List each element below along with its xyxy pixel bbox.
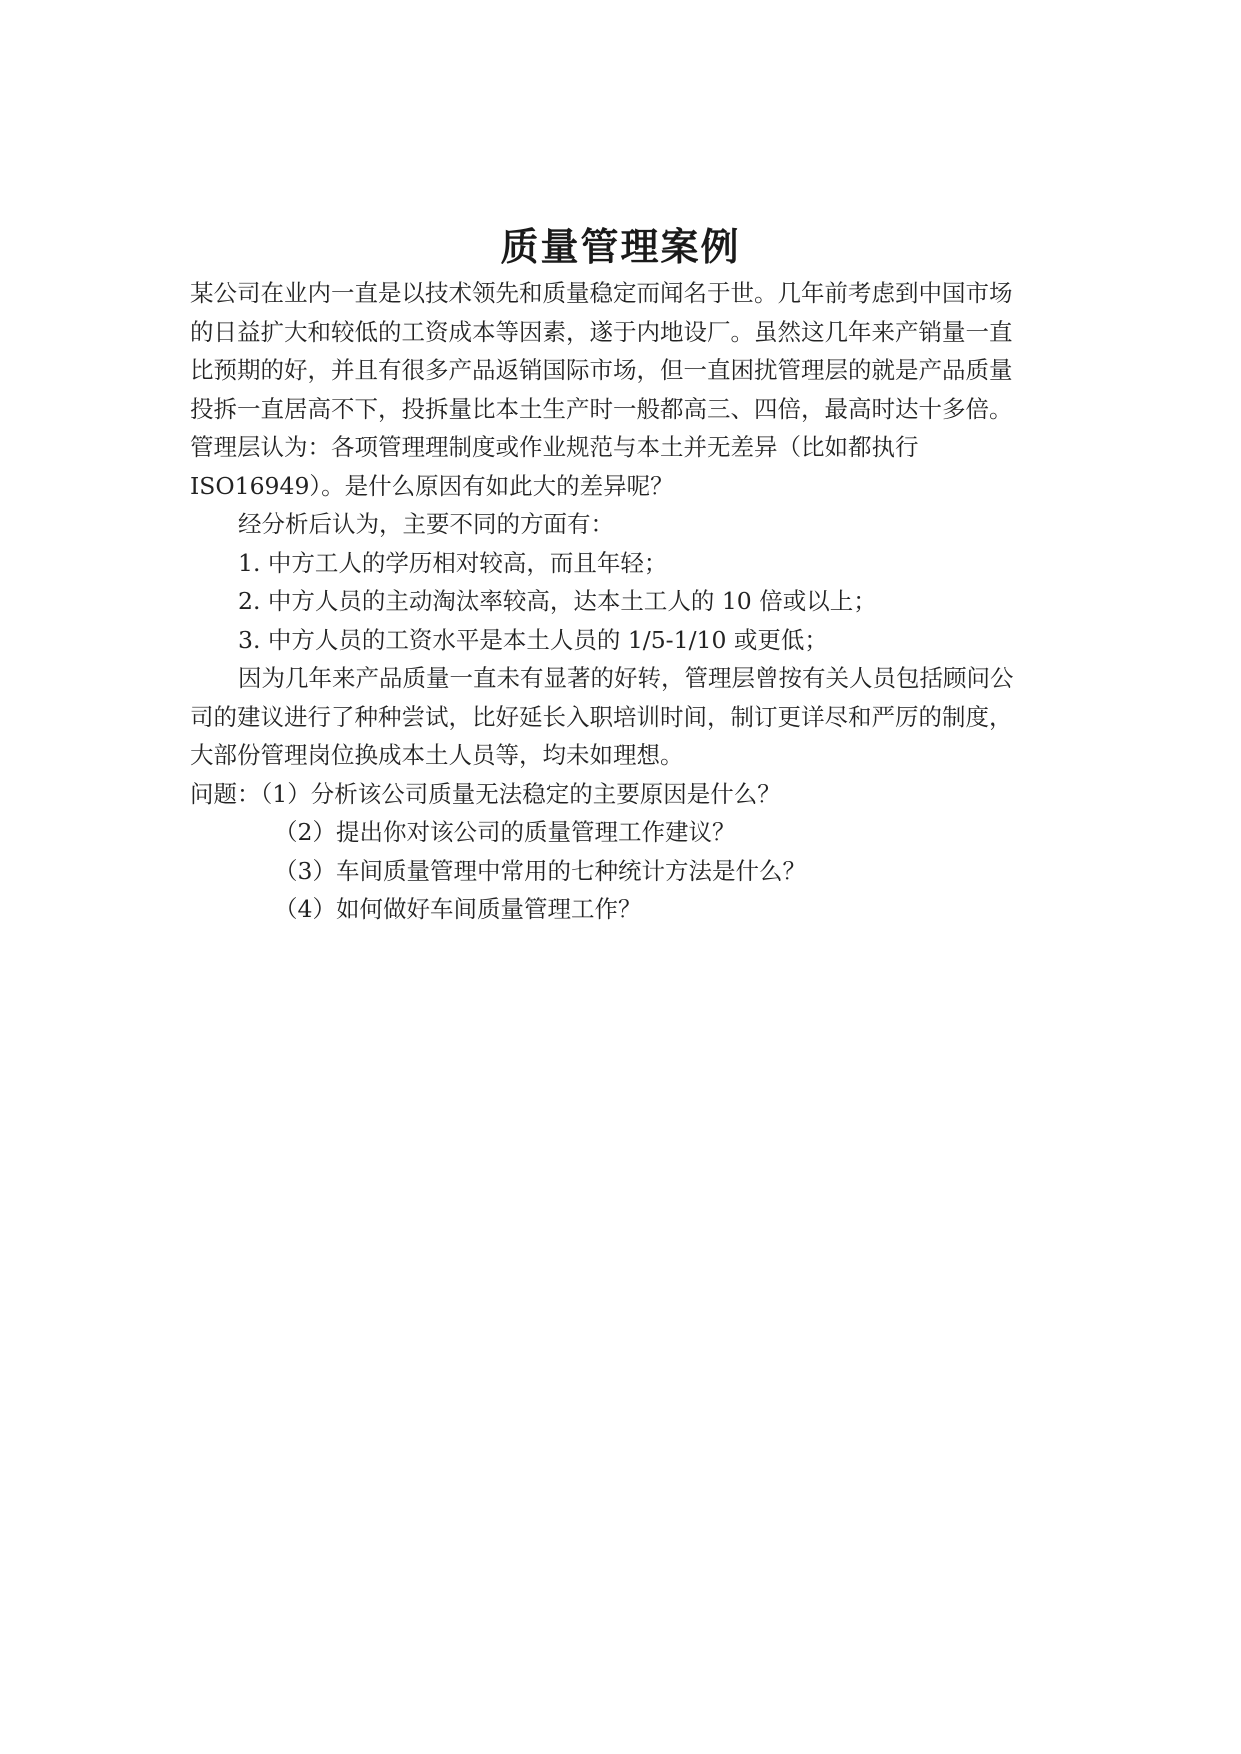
paragraph2-line: 大部份管理岗位换成本土人员等，均未如理想。 (190, 741, 684, 769)
paragraph2-line: 司的建议进行了种种尝试，比好延长入职培训时间，制订更详尽和严厉的制度， (190, 702, 1013, 731)
document-title: 质量管理案例 (500, 224, 741, 269)
document-body (190, 274, 1060, 929)
questions-label: 问题： (190, 779, 261, 808)
paragraph1-line: 比预期的好，并且有很多产品返销国际市场，但一直困扰管理层的就是产品质量 (190, 356, 1013, 384)
paragraph2-line: 因为几年来产品质量一直未有显著的好转，管理层曾按有关人员包括顾问公 (238, 664, 1014, 692)
finding-item: 3. 中方人员的工资水平是本土人员的 1/5-1/10 或更低； (238, 625, 828, 654)
paragraph1-line: 某公司在业内一直是以技术领先和质量稳定而闻名于世。几年前考虑到中国市场 (190, 279, 1013, 307)
question-item: （2）提出你对该公司的质量管理工作建议？ (274, 818, 736, 846)
question-item: （4）如何做好车间质量管理工作？ (274, 895, 642, 923)
paragraph1-line: 管理层认为：各项管理理制度或作业规范与本土并无差异（比如都执行 (190, 433, 919, 461)
paragraph1-line: 的日益扩大和较低的工资成本等因素，遂于内地设厂。虽然这几年来产销量一直 (190, 317, 1013, 346)
finding-item: 2. 中方人员的主动淘汰率较高，达本土工人的 10 倍或以上； (238, 587, 877, 615)
finding-item: 1. 中方工人的学历相对较高，而且年轻； (238, 548, 668, 577)
analysis-intro: 经分析后认为，主要不同的方面有： (238, 510, 614, 538)
paragraph1-line: 投拆一直居高不下，投拆量比本土生产时一般都高三、四倍，最高时达十多倍。 (190, 394, 1013, 423)
question-row (190, 775, 1060, 814)
question-item: （1）分析该公司质量无法稳定的主要原因是什么？ (260, 779, 781, 808)
question-item: （3）车间质量管理中常用的七种统计方法是什么？ (274, 856, 806, 885)
paragraph1-line: ISO16949）。是什么原因有如此大的差异呢？ (190, 471, 674, 500)
